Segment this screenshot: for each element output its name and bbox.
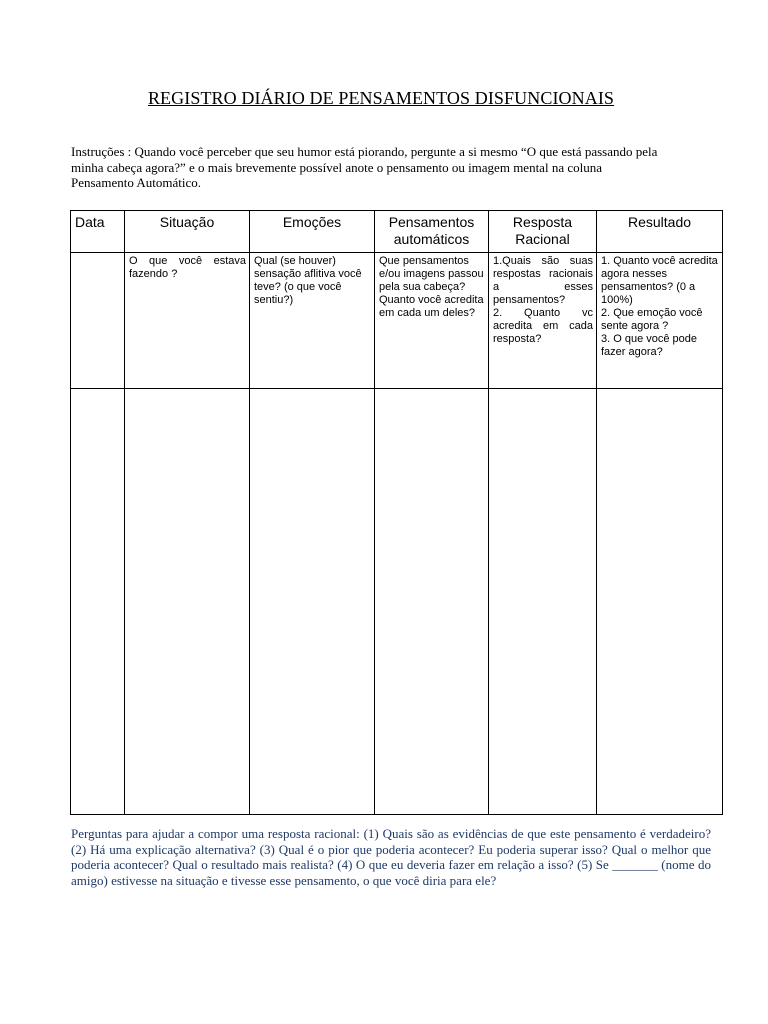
header-pensamentos: Pensamentos automáticos: [375, 211, 489, 253]
table-header-row: [71, 211, 723, 253]
hint-cell-pensamentos: [375, 253, 489, 389]
page-title: REGISTRO DIÁRIO DE PENSAMENTOS DISFUNCIONAIS: [147, 88, 615, 108]
instructions-text: Instruções : Quando você perceber que seu humor está piorando, pergunte a si mesmo “O que está passando pela minha cabeça agora?” e o mais brevemente possível anote o pensamento ou imagem mental na coluna Pensamento Automático.: [71, 144, 658, 190]
hint-cell-resposta: [489, 253, 597, 389]
table-hint-row: [71, 253, 723, 389]
header-data: Data: [71, 211, 125, 253]
hint-emocoes: Qual (se houver) sensação aflitiva você teve? (o que você sentiu?): [254, 255, 362, 306]
hint-cell-situacao: [125, 253, 250, 389]
hint-cell-data: [71, 253, 125, 389]
entry-cell-data[interactable]: [71, 389, 125, 815]
header-resposta: Resposta Racional: [489, 211, 597, 253]
header-resultado: Resultado: [597, 211, 723, 253]
hint-pensamentos: Que pensamentos e/ou imagens passou pela sua cabeça? Quanto você acredita em cada um deles?: [379, 255, 484, 319]
questions-text: Perguntas para ajudar a compor uma resposta racional: (1) Quais são as evidências de que este pensamento é verdadeiro? (2) Há uma explicação alternativa? (3) Qual é o pior que poderia acontecer? Eu poderia superar isso? Qual o melhor que poderia acontecer? Qual o resultado mais realista? (4) O que eu deveria fazer em relação a isso? (5) Se _______ (nome do amigo) estivesse na situação e tivesse esse pensamento, o que você diria para ele?: [71, 826, 711, 888]
entry-cell-resposta[interactable]: [489, 389, 597, 815]
entry-cell-pensamentos[interactable]: [375, 389, 489, 815]
header-emocoes: Emoções: [250, 211, 375, 253]
table-entry-row: [71, 389, 723, 815]
hint-data: [71, 253, 124, 255]
entry-cell-resultado[interactable]: [597, 389, 723, 815]
hint-situacao: O que você estava fazendo ?: [129, 255, 246, 280]
thought-record-table: [70, 210, 723, 815]
header-situacao: Situação: [125, 211, 250, 253]
hint-resposta: 1.Quais são suas respostas racionais a esses pensamentos? 2. Quanto vc acredita em cada resposta?: [493, 255, 593, 345]
entry-cell-situacao[interactable]: [125, 389, 250, 815]
hint-resultado: 1. Quanto você acredita agora nesses pensamentos? (0 a 100%) 2. Que emoção você sente agora ? 3. O que você pode fazer agora?: [601, 255, 718, 358]
hint-cell-emocoes: [250, 253, 375, 389]
hint-cell-resultado: [597, 253, 723, 389]
entry-cell-emocoes[interactable]: [250, 389, 375, 815]
